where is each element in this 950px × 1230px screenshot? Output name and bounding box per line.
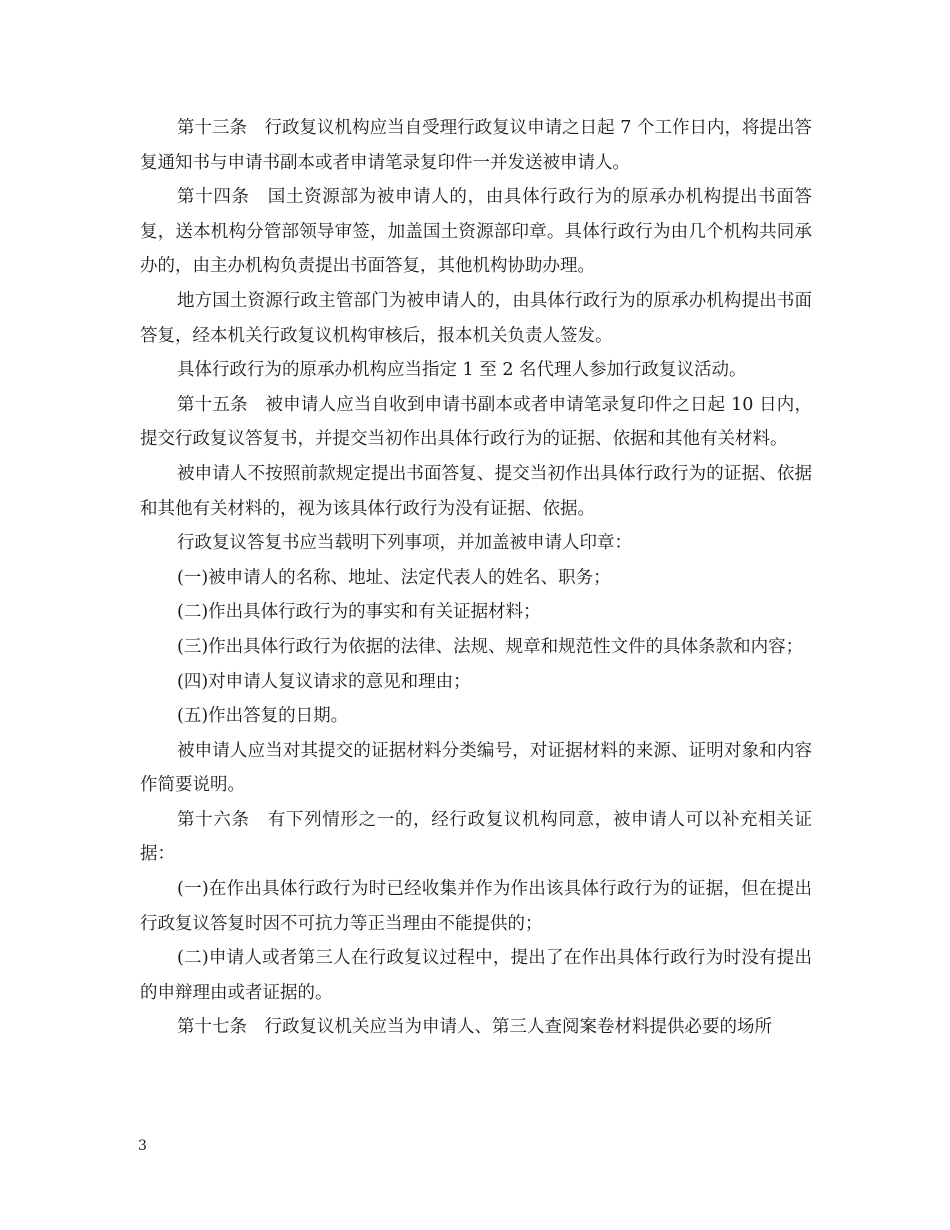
paragraph-article-14: 第十四条 国土资源部为被申请人的，由具体行政行为的原承办机构提出书面答复，送本机构分管部领导审签，加盖国土资源部印章。具体行政行为由几个机构共同承办的，由主办机构负责提出书面答复，其他机构协助办理。: [140, 187, 812, 277]
paragraph-no-evidence: 被申请人不按照前款规定提出书面答复、提交当初作出具体行政行为的证据、依据和其他有关材料的，视为该具体行政行为没有证据、依据。: [140, 463, 812, 519]
list-item-4: (四)对申请人复议请求的意见和理由；: [177, 671, 471, 692]
page-number: 3: [138, 1138, 147, 1154]
list-item-1: (一)被申请人的名称、地址、法定代表人的姓名、职务；: [177, 567, 611, 588]
paragraph-article-15: 第十五条 被申请人应当自收到申请书副本或者申请笔录复印件之日起 10 日内，提交行政复议答复书，并提交当初作出具体行政行为的证据、依据和其他有关材料。: [140, 394, 812, 450]
list-item-3: (三)作出具体行政行为依据的法律、法规、规章和规范性文件的具体条款和内容；: [177, 636, 804, 657]
paragraph-reply-contents: 行政复议答复书应当载明下列事项，并加盖被申请人印章：: [177, 533, 632, 554]
paragraph-evidence-numbering: 被申请人应当对其提交的证据材料分类编号，对证据材料的来源、证明对象和内容作简要说明。: [140, 740, 812, 796]
document-body: [140, 111, 812, 1045]
list-item-5: (五)作出答复的日期。: [177, 706, 349, 727]
paragraph-article-16: 第十六条 有下列情形之一的，经行政复议机构同意，被申请人可以补充相关证据：: [140, 809, 812, 865]
paragraph-article-13: 第十三条 行政复议机构应当自受理行政复议申请之日起 7 个工作日内，将提出答复通知书与申请书副本或者申请笔录复印件一并发送被申请人。: [140, 118, 812, 173]
paragraph-article-17: 第十七条 行政复议机关应当为申请人、第三人查阅案卷材料提供必要的场所: [177, 1017, 772, 1038]
list-item-16-2: (二)申请人或者第三人在行政复议过程中，提出了在作出具体行政行为时没有提出的申辩理由或者证据的。: [140, 948, 812, 1003]
paragraph-local-authority: 地方国土资源行政主管部门为被申请人的，由具体行政行为的原承办机构提出书面答复，经本机关行政复议机构审核后，报本机关负责人签发。: [140, 290, 812, 346]
paragraph-agent-designation: 具体行政行为的原承办机构应当指定 1 至 2 名代理人参加行政复议活动。: [177, 360, 747, 381]
list-item-2: (二)作出具体行政行为的事实和有关证据材料；: [177, 602, 541, 623]
list-item-16-1: (一)在作出具体行政行为时已经收集并作为作出该具体行政行为的证据，但在提出行政复议答复时因不可抗力等正当理由不能提供的；: [140, 879, 812, 934]
